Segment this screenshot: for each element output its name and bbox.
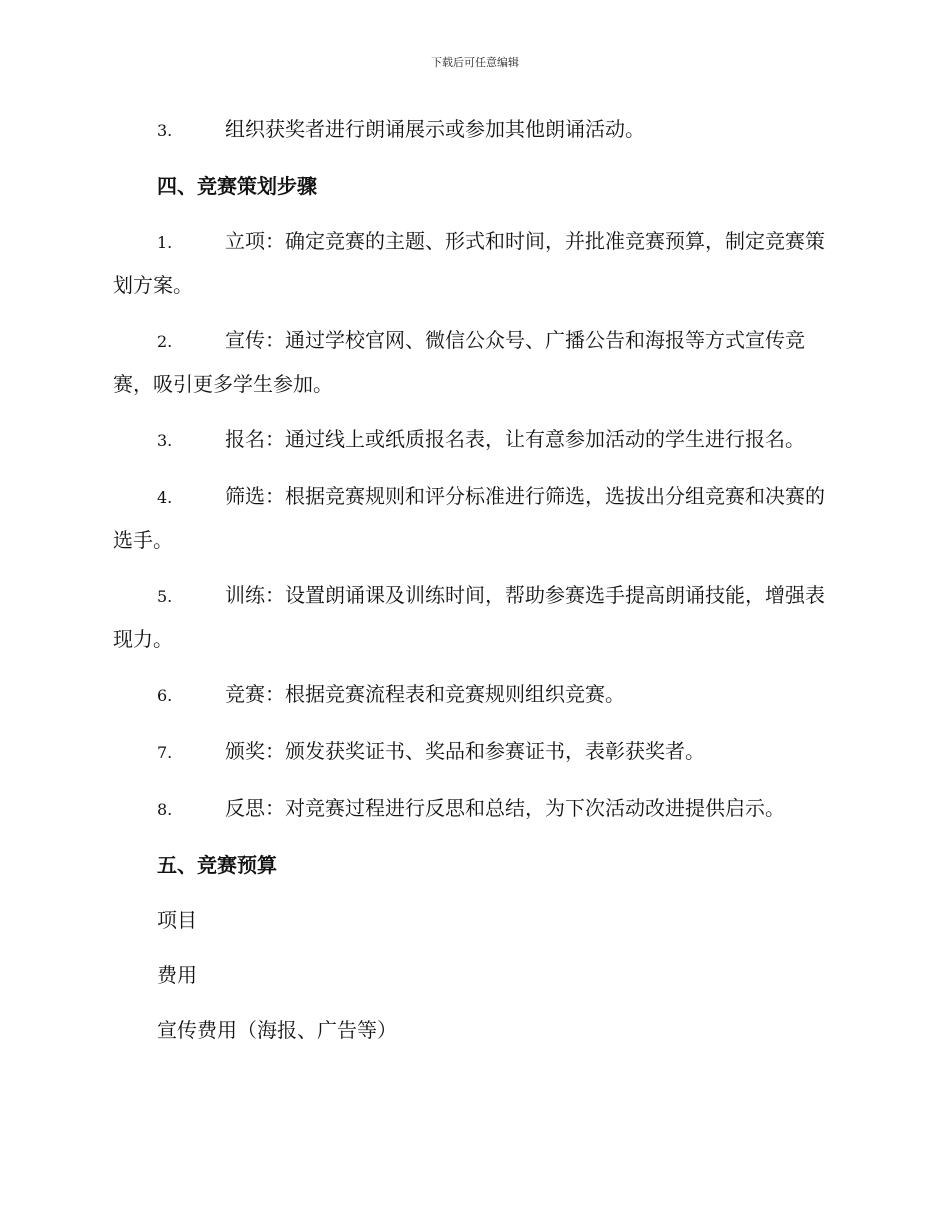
item-number: 3.	[157, 431, 173, 450]
item-text: 竞赛：根据竞赛流程表和竞赛规则组织竞赛。	[225, 682, 625, 706]
item-text: 训练：设置朗诵课及训练时间，帮助参赛选手提高朗诵技能，增强表现力。	[113, 583, 825, 651]
item-text: 颁奖：颁发获奖证书、奖品和参赛证书，表彰获奖者。	[225, 739, 705, 763]
list-item	[113, 475, 838, 561]
list-item	[113, 673, 838, 717]
list-item	[113, 108, 838, 152]
document-body	[113, 108, 838, 1064]
item-text: 宣传：通过学校官网、微信公众号、广播公告和海报等方式宣传竞赛，吸引更多学生参加。	[113, 328, 805, 396]
budget-line-publicity: 宣传费用（海报、广告等）	[157, 1018, 397, 1042]
budget-line-item: 项目	[157, 908, 197, 932]
section-heading-budget: 五、竞赛预算	[157, 853, 277, 877]
item-text: 筛选：根据竞赛规则和评分标准进行筛选，选拔出分组竞赛和决赛的选手。	[113, 484, 825, 552]
list-item	[113, 730, 838, 774]
item-text: 组织获奖者进行朗诵展示或参加其他朗诵活动。	[225, 117, 645, 141]
budget-line-cost: 费用	[157, 963, 197, 987]
list-item	[113, 574, 838, 660]
item-number: 7.	[157, 743, 173, 762]
item-number: 2.	[157, 332, 173, 351]
item-number: 6.	[157, 686, 173, 705]
item-text: 报名：通过线上或纸质报名表，让有意参加活动的学生进行报名。	[225, 427, 805, 451]
item-text: 反思：对竞赛过程进行反思和总结，为下次活动改进提供启示。	[225, 796, 785, 820]
item-text: 立项：确定竞赛的主题、形式和时间，并批准竞赛预算，制定竞赛策划方案。	[113, 229, 825, 297]
item-number: 1.	[157, 233, 173, 252]
page-header: 下载后可任意编辑	[431, 56, 519, 69]
list-item	[113, 220, 838, 306]
item-number: 8.	[157, 800, 173, 819]
list-item	[113, 787, 838, 831]
item-number: 3.	[157, 121, 173, 140]
section-heading-planning-steps: 四、竞赛策划步骤	[157, 174, 317, 198]
list-item	[113, 418, 838, 462]
item-number: 5.	[157, 587, 173, 606]
list-item	[113, 319, 838, 405]
item-number: 4.	[157, 488, 173, 507]
